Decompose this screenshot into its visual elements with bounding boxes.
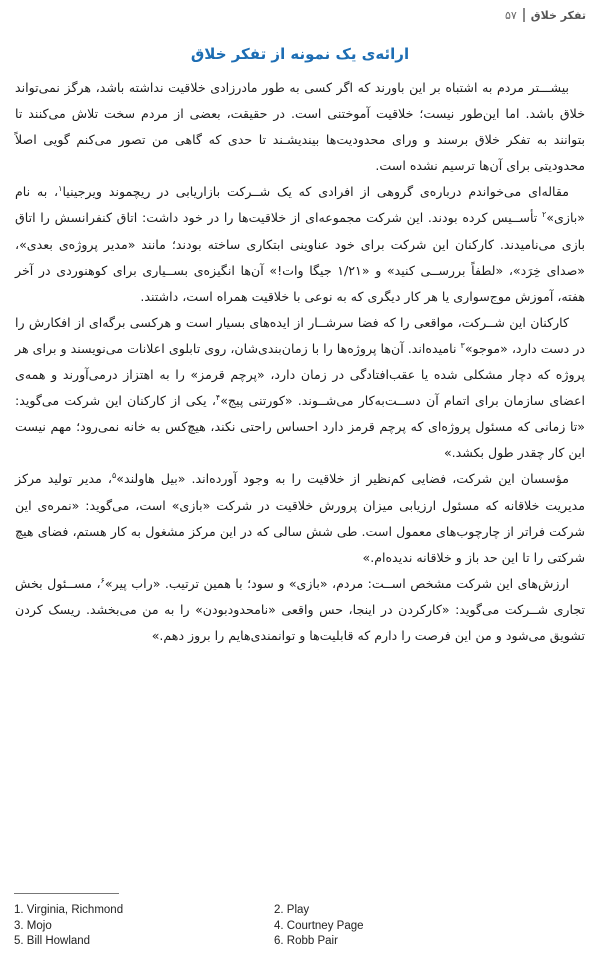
footnote-reference: ۱ bbox=[58, 184, 63, 194]
footnote-row bbox=[14, 919, 574, 935]
running-header bbox=[505, 8, 586, 22]
paragraph-text: نامیده‌اند. آن‌ها پروژه‌ها را با زمان‌بندی‌شان، روی تابلوی اعلانات می‌نویسند و برای هر پروژه که دچار مشکلی شده یا عقب‌افتادگی در زمان دارد، «پرچم قرمز» را به اهتزاز درمی‌آورند و همه‌ی اعضای سازمان برای اتمام آن دســت‌به‌کار می‌شــوند. «کورتنی پیج» bbox=[15, 340, 585, 409]
paragraph-text: مؤسسان این شرکت، فضایی کم‌نظیر از خلاقیت را به وجود آورده‌اند. «بیل هاولند» bbox=[116, 471, 569, 487]
footnote-reference: ۵ bbox=[112, 471, 117, 481]
article-body bbox=[15, 75, 585, 649]
footnote-item: 2. Play bbox=[274, 904, 310, 916]
paragraph-text: ، به نام «بازی» bbox=[15, 184, 585, 226]
footnote-item: 6. Robb Pair bbox=[274, 935, 338, 947]
footnote-row bbox=[14, 934, 574, 950]
paragraph-text: تأســیس کرده بودند. این شرکت مجموعه‌ای از خلاقیت‌ها را در خود داشت: اتاق کنفرانسش را اتاق بازی می‌نامیدند. کارکنان این شرکت برای خود عناوینی ابتکاری ساخته بودند؛ مانند «مدیر پروژه‌ی بعدی»، «صدای خِرَد»، «لطفاً بررســی کنید» و «۱/۲۱ جیگا وات!» آن‌ها انگیزه‌ی بســیاری برای کوهنوردی در آخر هفته، آموزش موج‌سواری یا هر کار دیگری که به نوعی با خلاقیت همراه است، داشتند. bbox=[15, 210, 585, 304]
footnote-reference: ۳ bbox=[460, 340, 465, 350]
footnote-item: 5. Bill Howland bbox=[14, 935, 91, 947]
paragraph-text: بیشـــتر مردم به اشتباه بر این باورند که اگر کسی به طور مادرزادی خلاقیت نداشته باشد، هرگز نمی‌تواند خلاق باشد. اما این‌طور نیست؛ خلاقیت آموختنی است. در حقیقت، بعضی از مردم سخت تلاش می‌کنند تا بتوانند به تفکر خلاق برسند و ورای محدودیت‌ها بیندیشـند تا حدی که گاهی من تصور می‌کنم گویی اصلاً محدودیتی برای آن‌ها ترسیم نشده است. bbox=[15, 80, 585, 174]
running-title: تفکر خلاق bbox=[530, 8, 586, 22]
footnote-item: 3. Mojo bbox=[14, 919, 52, 932]
paragraph-1 bbox=[15, 75, 585, 179]
paragraph-text: ، یکی از کارکنان این شرکت می‌گوید: «تا زمانی که مسئول پروژه‌ای که پرچم قرمز دارد احساس راحتی نکند، هیچ‌کس به خانه نمی‌رود؛ مهم نیست این کار چقدر طول بکشد.» bbox=[15, 393, 585, 461]
footnote-reference: ۲ bbox=[542, 210, 547, 220]
paragraph-text: مقاله‌ای می‌خواندم درباره‌ی گروهی از افرادی که یک شــرکت بازاریابی در ریچموند ویرجینیا bbox=[62, 184, 569, 200]
paragraph-text: ، مســئول بخش تجاری شــرکت می‌گوید: «کارکردن در اینجا، حس واقعی «نامحدودبودن» را به من می‌بخشد. ریسک کردن تشویق می‌شود و من این فرصت را دارم که قابلیت‌ها و توانمندی‌هایم را بروز دهم.» bbox=[15, 575, 585, 643]
footnotes bbox=[14, 903, 574, 950]
footnote-reference: ۶ bbox=[100, 575, 105, 585]
paragraph-text: ، مدیر تولید مرکز مدیریت خلاقانه که مسئول ارزیابی میزان پرورش خلاقیت در شرکت «بازی» است، می‌گوید: «نمره‌ی این شرکت فراتر از چارچوب‌های معمول است. طی شش سالی که در این مرکز مشغول به کار هستم، فضای هیچ شرکتی را تا این حد باز و خلاقانه ندیده‌ام.» bbox=[15, 471, 585, 565]
header-divider bbox=[523, 8, 525, 22]
paragraph-text: کارکنان این شــرکت، مواقعی را که فضا سرشــار از ایده‌های بسیار است و هرکسی برگه‌ای از افکارش را در دست دارد، «موجو» bbox=[15, 314, 586, 356]
paragraph-2 bbox=[15, 179, 585, 309]
footnote-item: 1. Virginia, Richmond bbox=[14, 904, 124, 916]
paragraph-3 bbox=[15, 310, 585, 467]
footnote-row bbox=[14, 903, 574, 919]
paragraph-text: ارزش‌های این شرکت مشخص اســت: مردم، «بازی» و سود؛ با همین ترتیب. «راب پیر» bbox=[104, 575, 570, 591]
section-title: ارائه‌ی یک نمونه از تفکر خلاق bbox=[190, 45, 410, 63]
footnote-divider bbox=[14, 893, 119, 894]
page-number: ۵۷ bbox=[504, 8, 517, 22]
paragraph-5 bbox=[15, 571, 585, 649]
footnote-reference: ۴ bbox=[215, 392, 221, 402]
paragraph-4 bbox=[15, 466, 585, 570]
footnote-item: 4. Courtney Page bbox=[274, 919, 364, 932]
